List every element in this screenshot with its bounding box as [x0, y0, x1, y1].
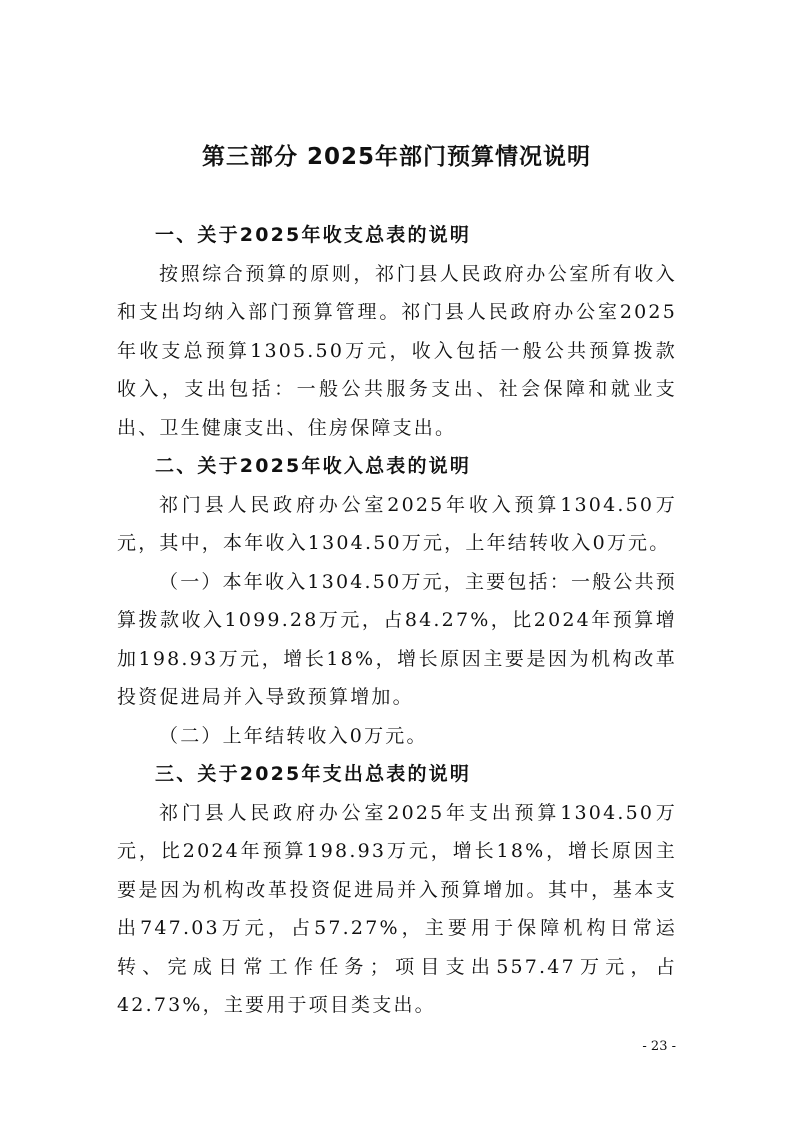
page-number: - 23 -: [642, 1039, 676, 1054]
section-heading: 二、关于2025年收入总表的说明: [155, 455, 472, 477]
section-heading: 三、关于2025年支出总表的说明: [155, 763, 472, 785]
paragraph: 祁门县人民政府办公室2025年收入预算1304.50万元，其中，本年收入1304.50万元，上年结转收入0万元。: [117, 493, 677, 554]
section-heading: 一、关于2025年收支总表的说明: [155, 224, 472, 246]
paragraph: 按照综合预算的原则，祁门县人民政府办公室所有收入和支出均纳入部门预算管理。祁门县人民政府办公室2025年收支总预算1305.50万元，收入包括一般公共预算拨款收入，支出包括：一般公共服务支出、社会保障和就业支出、卫生健康支出、住房保障支出。: [117, 262, 677, 439]
page-title: 第三部分 2025年部门预算情况说明: [201, 144, 592, 170]
section-revenue-expenditure-summary: [117, 216, 677, 447]
document-body: [117, 216, 677, 1025]
section-expenditure-summary: [117, 755, 677, 1025]
paragraph: 祁门县人民政府办公室2025年支出预算1304.50万元，比2024年预算198.93万元，增长18%，增长原因主要是因为机构改革投资促进局并入预算增加。其中，基本支出747.03万元，占57.27%，主要用于保障机构日常运转、完成日常工作任务；项目支出557.47万元，占42.73%，主要用于项目类支出。: [117, 801, 677, 1016]
paragraph: （一）本年收入1304.50万元，主要包括：一般公共预算拨款收入1099.28万元，占84.27%，比2024年预算增加198.93万元，增长18%，增长原因主要是因为机构改革投资促进局并入导致预算增加。: [117, 570, 677, 708]
section-revenue-summary: [117, 447, 677, 755]
paragraph: （二）上年结转收入0万元。: [159, 724, 428, 747]
